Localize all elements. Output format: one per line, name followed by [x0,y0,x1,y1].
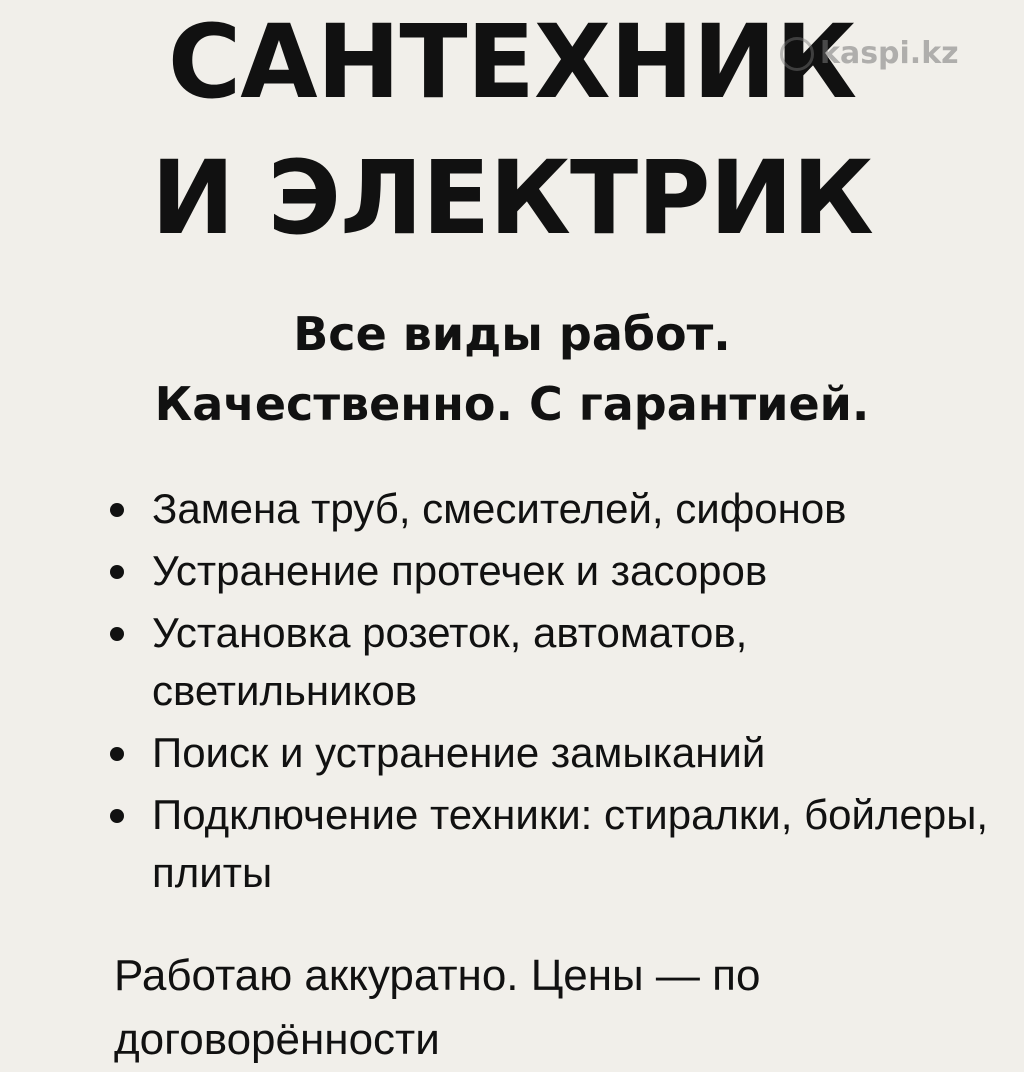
title-line-2: И ЭЛЕКТРИК [151,139,873,258]
bullet-icon [110,565,124,579]
watermark-text: kaspi.kz [820,36,959,71]
service-item [104,604,1004,720]
title-line-1: САНТЕХНИК [167,3,857,122]
services-list [104,480,1004,906]
watermark-logo-icon [780,37,814,71]
footer-text: Работаю аккуратно. Цены — по договорённости [114,951,761,1064]
service-item-text: Устранение протечек и засоров [152,547,768,594]
service-item-text: Замена труб, смесителей, сифонов [152,485,847,532]
service-item-text: Поиск и устранение замыканий [152,729,766,776]
watermark [780,36,959,71]
subtitle-line-2: Качественно. С гарантией. [154,377,870,431]
service-item [104,786,1004,902]
bullet-icon [110,747,124,761]
service-item-text: Подключение техники: стиралки, бойлеры, плиты [152,791,989,896]
bullet-icon [110,503,124,517]
service-item [104,542,1004,600]
bullet-icon [110,809,124,823]
service-item-text: Установка розеток, автоматов, светильников [152,609,748,714]
subtitle-line-1: Все виды работ. [293,307,731,361]
bullet-icon [110,627,124,641]
service-item [104,480,1004,538]
service-item [104,724,1004,782]
